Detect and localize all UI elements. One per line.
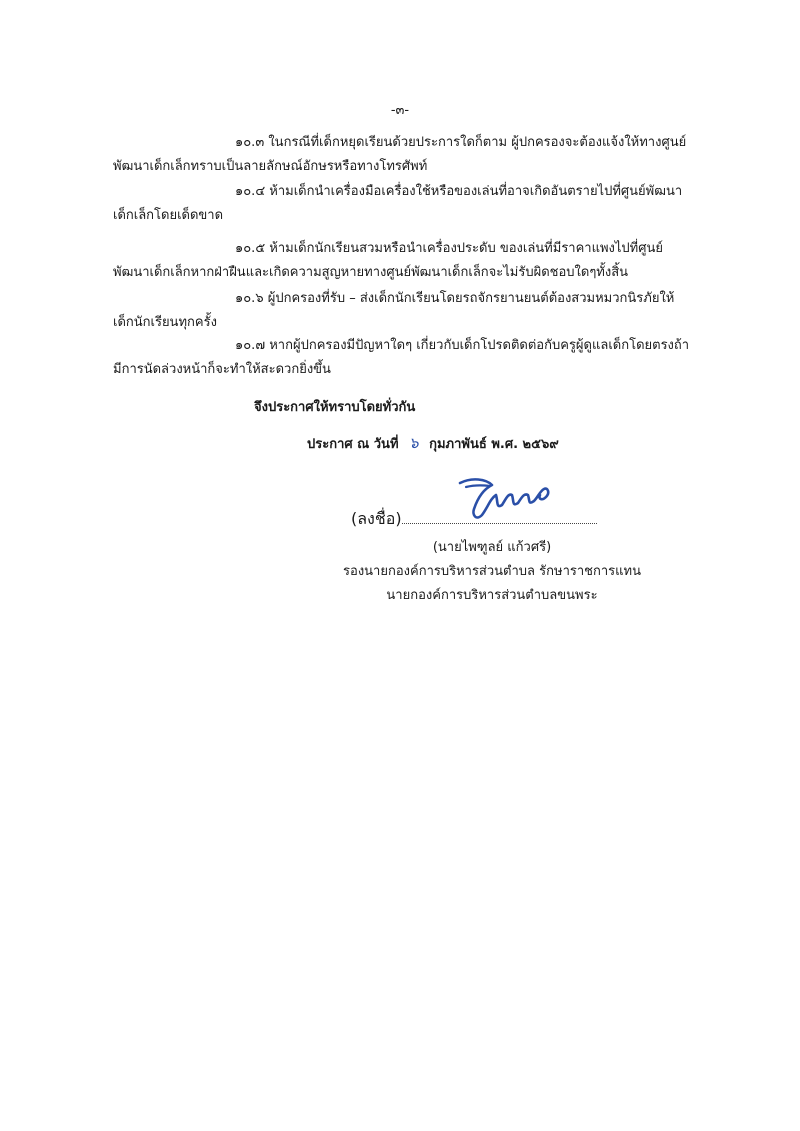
clause-first-line: ๑๐.๖ ผู้ปกครองที่รับ – ส่งเด็กนักเรียนโดยรถจักรยานยนต์ต้องสวมหมวกนิรภัยให้ (235, 291, 675, 306)
closing-statement: จึงประกาศให้ทราบโดยทั่วกัน (254, 400, 416, 415)
clause-10-5 (113, 237, 697, 285)
handwritten-signature (452, 475, 562, 525)
clause-continuation: พัฒนาเด็กเล็กหากฝ่าฝืนและเกิดความสูญหายทางศูนย์พัฒนาเด็กเล็กจะไม่รับผิดชอบใดๆทั้งสิ้น (113, 265, 629, 280)
signatory-title-line-2: นายกองค์การบริหารส่วนตำบลขนพระ (386, 588, 598, 603)
date-prefix: ประกาศ ณ วันที่ (307, 437, 399, 452)
signatory-name: (นายไพฑูลย์ แก้วศรี) (432, 540, 552, 555)
date-day-handwritten: ๖ (409, 434, 419, 452)
clause-first-line: ๑๐.๓ ในกรณีที่เด็กหยุดเรียนด้วยประการใดก็ตาม ผู้ปกครองจะต้องแจ้งให้ทางศูนย์ (235, 135, 687, 150)
clause-10-4 (113, 180, 697, 228)
date-suffix: กุมภาพันธ์ พ.ศ. ๒๕๖๙ (429, 437, 559, 452)
clause-continuation: มีการนัดล่วงหน้าก็จะทำให้สะดวกยิ่งขึ้น (113, 362, 331, 377)
clause-10-6 (113, 287, 697, 335)
clause-continuation: เด็กนักเรียนทุกครั้ง (113, 315, 217, 330)
clause-10-7 (113, 334, 697, 382)
clause-10-3 (113, 131, 697, 179)
clause-continuation: พัฒนาเด็กเล็กทราบเป็นลายลักษณ์อักษรหรือทางโทรศัพท์ (113, 159, 428, 174)
clause-first-line: ๑๐.๕ ห้ามเด็กนักเรียนสวมหรือนำเครื่องประดับ ของเล่นที่มีราคาแพงไปที่ศูนย์ (235, 241, 664, 256)
signatory-title-line-1: รองนายกองค์การบริหารส่วนตำบล รักษาราชการแทน (343, 564, 641, 579)
announcement-date (307, 431, 559, 455)
clause-first-line: ๑๐.๔ ห้ามเด็กนำเครื่องมือเครื่องใช้หรือของเล่นที่อาจเกิดอันตรายไปที่ศูนย์พัฒนา (235, 184, 683, 199)
page-number: -๓- (390, 103, 410, 118)
clause-continuation: เด็กเล็กโดยเด็ดขาด (113, 208, 224, 223)
signature-label: (ลงชื่อ) (351, 509, 402, 528)
clause-first-line: ๑๐.๗ หากผู้ปกครองมีปัญหาใดๆ เกี่ยวกับเด็กโปรดติดต่อกับครูผู้ดูแลเด็กโดยตรงถ้า (235, 338, 690, 353)
